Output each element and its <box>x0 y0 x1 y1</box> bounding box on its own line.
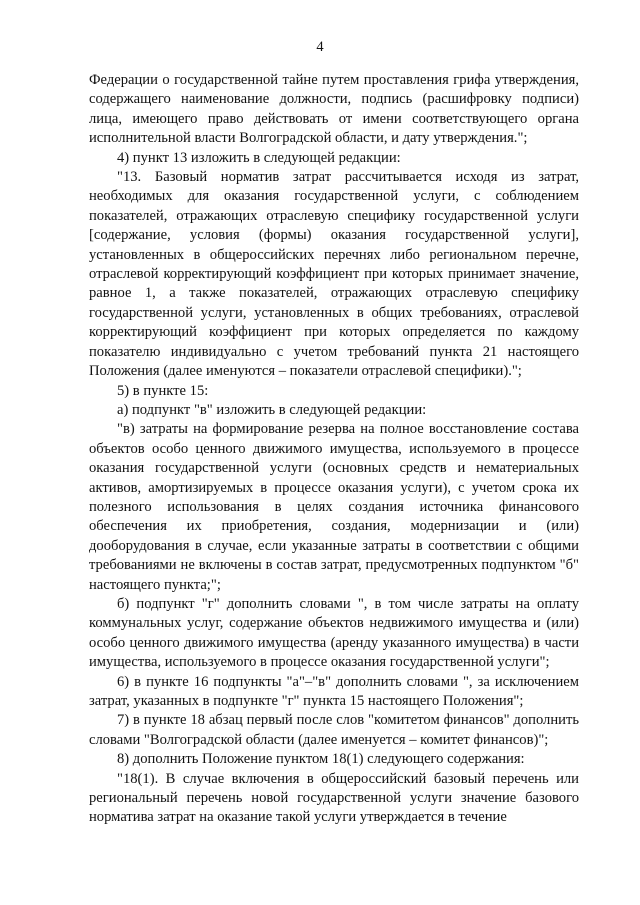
paragraph-item-8: 8) дополнить Положение пунктом 18(1) следующего содержания: <box>117 751 525 768</box>
paragraph-item-5: 5) в пункте 15: <box>117 382 209 399</box>
paragraph-item-6: 6) в пункте 16 подпункты "а"–"в" дополнить словами ", за исключением затрат, указанных в подпункте "г" пункта 15 настоящего Положения"; <box>89 673 579 709</box>
page-number: 4 <box>316 39 324 55</box>
paragraph-quote-v: "в) затраты на формирование резерва на полное восстановление состава объектов особо ценного движимого имущества, используемого в процессе оказания государственной услуги (основных средств и нематериальных активов, амортизируемых в процессе оказания услуги), с учетом срока их полезного использования в целях создания источника финансового обеспечения их приобретения, создания, модернизации и (или) дооборудования в случае, если указанные затраты в соответствии с общими требованиями не включены в состав затрат, предусмотренных подпунктом "б" настоящего пункта;"; <box>89 421 579 593</box>
paragraph-subitem-b: б) подпункт "г" дополнить словами ", в том числе затраты на оплату коммунальных услуг, содержание объектов недвижимого имущества и (или) особо ценного движимого имущества (аренду указанного имущества) в части имущества, используемого в процессе оказания государственной услуги"; <box>89 595 579 671</box>
paragraph-continuation: Федерации о государственной тайне путем проставления грифа утверждения, содержащего наименование должности, подпись (расшифровку подписи) лица, имеющего право действовать от имени соответствующего органа исполнительной власти Волгоградской области, и дату утверждения."; <box>89 72 579 147</box>
paragraph-quote-13: "13. Базовый норматив затрат рассчитывается исходя из затрат, необходимых для оказания государственной услуги, с соблюдением показателей, отражающих отраслевую специфику государственной услуги [содержание, условия (формы) оказания государственной услуги], установленных в общероссийских перечнях либо региональном перечне, отраслевой корректирующий коэффициент при которых принимает значение, равное 1, а также показателей, отражающих отраслевую специфику государственной услуги, установленных в общих требованиях, отраслевой корректирующий коэффициент при которых определяется по каждому показателю индивидуально с учетом требований пункта 21 настоящего Положения (далее именуются – показатели отраслевой специфики)."; <box>89 169 579 380</box>
paragraph-subitem-a: а) подпункт "в" изложить в следующей редакции: <box>117 401 427 418</box>
paragraph-quote-18-1: "18(1). В случае включения в общероссийский базовый перечень или региональный перечень новой государственной услуги значение базового норматива затрат на оказание такой услуги утверждается в течение <box>89 770 579 826</box>
paragraph-item-4: 4) пункт 13 изложить в следующей редакции: <box>117 149 401 166</box>
paragraph-item-7: 7) в пункте 18 абзац первый после слов "комитетом финансов" дополнить словами "Волгоградской области (далее именуется – комитет финансов)"; <box>89 712 579 748</box>
document-body <box>89 71 579 828</box>
